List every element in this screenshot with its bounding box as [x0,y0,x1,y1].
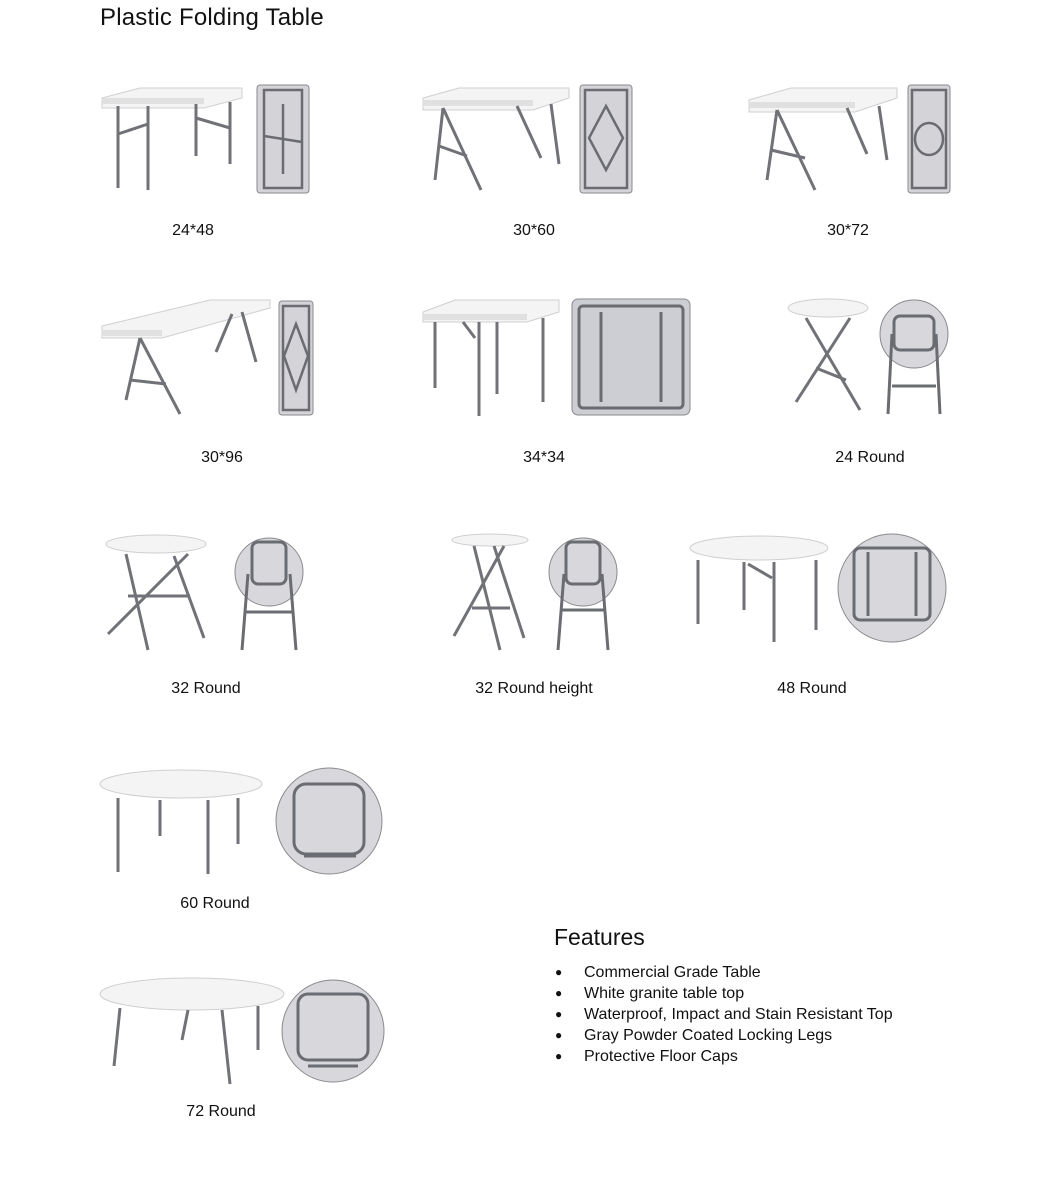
feature-item: ● Waterproof, Impact and Stain Resistant Top [555,1006,893,1023]
caption-34x34: 34*34 [523,449,565,466]
caption-24round: 24 Round [835,449,905,466]
table-30x72-open-image [747,84,899,194]
table-24round-open-image [786,298,870,416]
table-48round-folded-image [836,532,948,644]
caption-32round: 32 Round [171,680,241,697]
table-34x34-folded-image [571,298,693,416]
features-list [554,962,893,1067]
bullet-icon: ● [555,1028,563,1042]
caption-30x60: 30*60 [513,222,555,239]
table-32roundheight-open-image [450,534,530,652]
feature-item: ● Protective Floor Caps [555,1048,738,1065]
caption-32roundheight: 32 Round height [475,680,593,697]
caption-30x72: 30*72 [827,222,869,239]
table-34x34-open-image [421,298,561,418]
caption-24x48: 24*48 [172,222,214,239]
table-30x60-folded-image [579,84,635,194]
page-title: Plastic Folding Table [100,4,324,31]
bullet-icon: ● [555,965,563,979]
table-30x96-open-image [100,300,272,416]
table-72round-open-image [98,976,286,1084]
caption-48round: 48 Round [777,680,847,697]
table-48round-open-image [688,534,830,646]
feature-item: ● Commercial Grade Table [555,964,761,981]
table-60round-folded-image [274,766,384,876]
caption-30x96: 30*96 [201,449,243,466]
table-30x72-folded-image [907,84,953,194]
table-72round-folded-image [280,978,386,1084]
table-30x96-folded-image [278,300,316,416]
bullet-icon: ● [555,1007,563,1021]
table-60round-open-image [98,768,264,876]
caption-72round: 72 Round [186,1103,256,1120]
bullet-icon: ● [555,986,563,1000]
table-24x48-folded-image [256,84,312,194]
table-24x48-open-image [100,84,250,194]
table-32round-open-image [104,534,210,652]
table-32roundheight-folded-image [548,534,618,652]
features-heading: Features [554,924,645,950]
caption-60round: 60 Round [180,895,250,912]
table-32round-folded-image [234,534,304,652]
feature-item: ● White granite table top [555,985,745,1002]
bullet-icon: ● [555,1049,563,1063]
table-30x60-open-image [421,84,571,194]
table-24round-folded-image [878,298,950,416]
feature-item: ● Gray Powder Coated Locking Legs [555,1027,833,1044]
